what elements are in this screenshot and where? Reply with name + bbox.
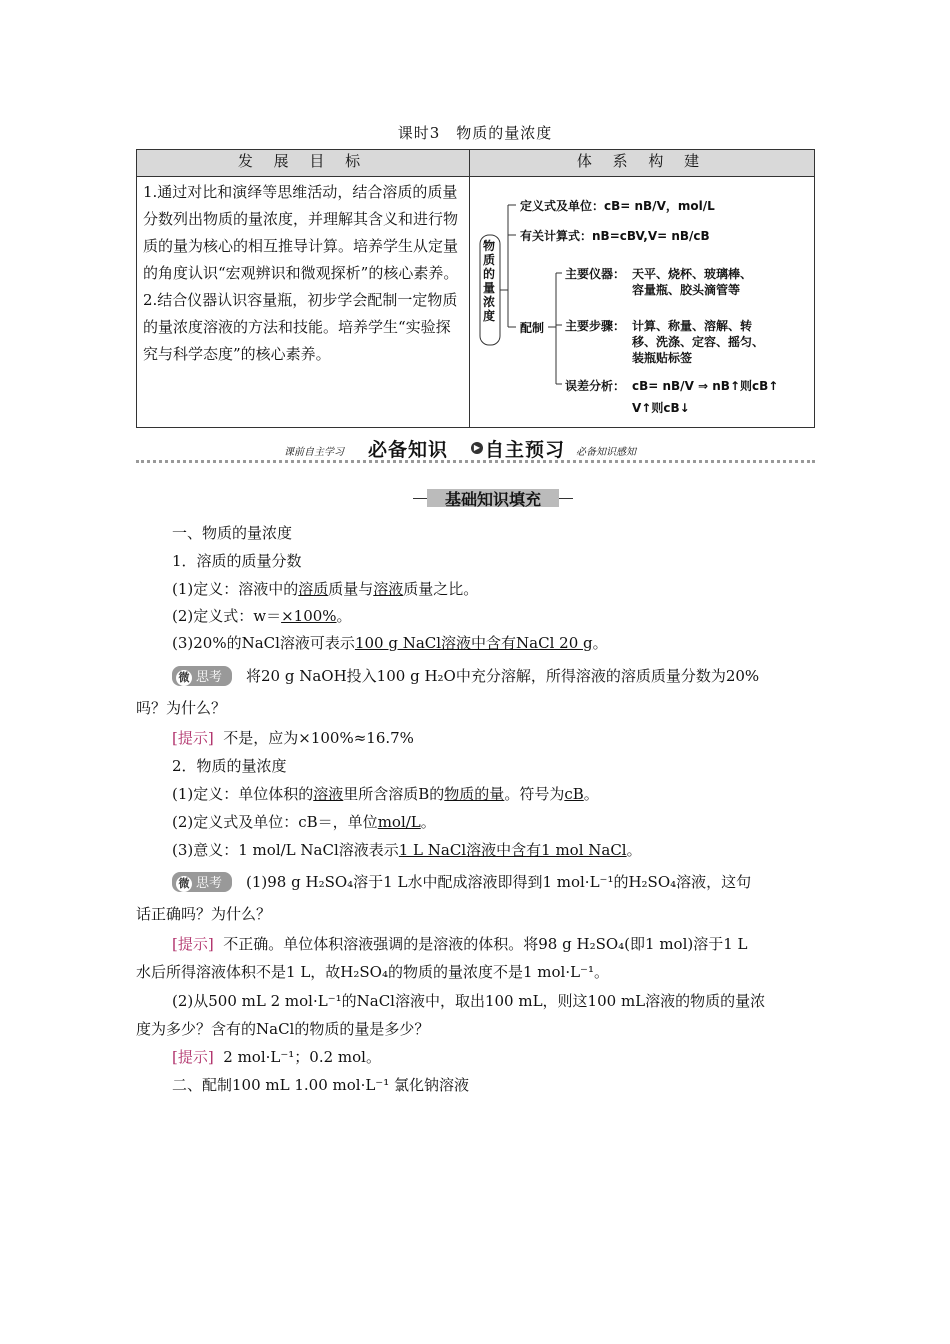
question-1-cont: 吗？为什么？ <box>136 699 227 717</box>
wei-icon: 微 <box>176 670 192 686</box>
question-2-cont: 话正确吗？为什么？ <box>136 905 272 923</box>
diagram-inst-2: 容量瓶、胶头滴管等 <box>632 283 741 297</box>
arrow-icon: ▶ <box>471 442 483 454</box>
line-def-2: (1)定义：单位体积的溶液里所含溶质B的物质的量。符号为cB。 <box>172 785 599 803</box>
heading-2: 二、配制100 mL 1.00 mol·L⁻¹ 氯化钠溶液 <box>172 1076 469 1094</box>
diagram-step-3: 装瓶贴标签 <box>632 351 693 365</box>
think-badge: 微 思考 <box>172 872 232 892</box>
question-1: 微 思考 将20 g NaOH投入100 g H₂O中充分溶解，所得溶液的溶质质量分数为20% <box>172 665 759 686</box>
banner-right: 必备知识感知 <box>576 447 636 458</box>
line-def: (1)定义：溶液中的溶质质量与溶液质量之比。 <box>172 580 479 598</box>
diagram-err-label: 误差分析： <box>565 379 626 393</box>
banner-main-2: 自主预习 <box>485 439 566 461</box>
heading-1-2: 2．物质的量浓度 <box>172 757 287 775</box>
question-2: 微 思考 (1)98 g H₂SO₄溶于1 L水中配成溶液即得到1 mol·L⁻¹的H₂SO₄溶液，这句 <box>172 871 751 892</box>
concept-diagram <box>470 177 814 427</box>
line-formula: (2)定义式：w＝×100%。 <box>172 607 352 625</box>
question-3: (2)从500 mL 2 mol·L⁻¹的NaCl溶液中，取出100 mL，则这100 mL溶液的物质的量浓 <box>172 992 766 1010</box>
hint-2: [提示] 不正确。单位体积溶液强调的是溶液的体积。将98 g H₂SO₄(即1 mol)溶于1 L <box>172 935 748 953</box>
diagram-root: 物质的量浓度 <box>483 239 496 323</box>
banner-main-1: 必备知识 <box>368 439 449 461</box>
diagram-calc: 有关计算式：nB=cBV,V= nB/cB <box>520 229 710 243</box>
diagram-inst-label: 主要仪器： <box>565 267 626 281</box>
hint-2-cont: 水后所得溶液体积不是1 L，故H₂SO₄的物质的量浓度不是1 mol·L⁻¹。 <box>136 963 609 981</box>
diagram-step-label: 主要步骤： <box>565 319 626 333</box>
diagram-inst-1: 天平、烧杯、玻璃棒、 <box>632 267 753 281</box>
goal-2: 2.结合仪器认识容量瓶，初步学会配制一定物质的量浓度溶液的方法和技能。培养学生“实验探究与科学态度”的核心素养。 <box>143 291 458 363</box>
goal-1: 1.通过对比和演绎等思维活动，结合溶质的质量分数列出物质的量浓度，并理解其含义和进行物质的量为核心的相互推导计算。培养学生从定量的角度认识“宏观辨识和微观探析”的核心素养。 <box>143 183 459 282</box>
heading-1: 一、物质的量浓度 <box>172 524 293 542</box>
hint-3: [提示] 2 mol·L⁻¹；0.2 mol。 <box>172 1048 381 1066</box>
goals-table <box>136 149 815 428</box>
heading-1-1: 1．溶质的质量分数 <box>172 552 302 570</box>
diagram-err-1: cB= nB/V ⇒ nB↑则cB↑ <box>632 379 779 393</box>
question-3-cont: 度为多少？含有的NaCl的物质的量是多少？ <box>136 1020 430 1038</box>
think-badge: 微 思考 <box>172 666 232 686</box>
section-banner <box>136 434 815 464</box>
hint-1: [提示] 不是，应为×100%≈16.7% <box>172 729 414 747</box>
banner-divider <box>136 460 815 463</box>
header-goals: 发 展 目 标 <box>137 150 470 177</box>
diagram-err-2: V↑则cB↓ <box>632 401 690 415</box>
page-title: 课时3 物质的量浓度 <box>397 124 553 142</box>
diagram-config: 配制 <box>520 321 545 335</box>
line-example: (3)20%的NaCl溶液可表示100 g NaCl溶液中含有NaCl 20 g。 <box>172 634 608 652</box>
line-formula-2: (2)定义式及单位：cB＝，单位mol/L。 <box>172 813 436 831</box>
line-meaning: (3)意义：1 mol/L NaCl溶液表示1 L NaCl溶液中含有1 mol NaCl。 <box>172 841 642 859</box>
banner-left: 课前自主学习 <box>284 447 344 458</box>
diagram-def: 定义式及单位：cB= nB/V，mol/L <box>520 199 715 213</box>
diagram-step-1: 计算、称量、溶解、转 <box>632 319 753 333</box>
section-title-box <box>413 487 573 509</box>
header-system: 体 系 构 建 <box>470 150 815 177</box>
wei-icon: 微 <box>176 876 192 892</box>
diagram-step-2: 移、洗涤、定容、摇匀、 <box>632 335 765 349</box>
section-title: 基础知识填充 <box>444 490 541 509</box>
